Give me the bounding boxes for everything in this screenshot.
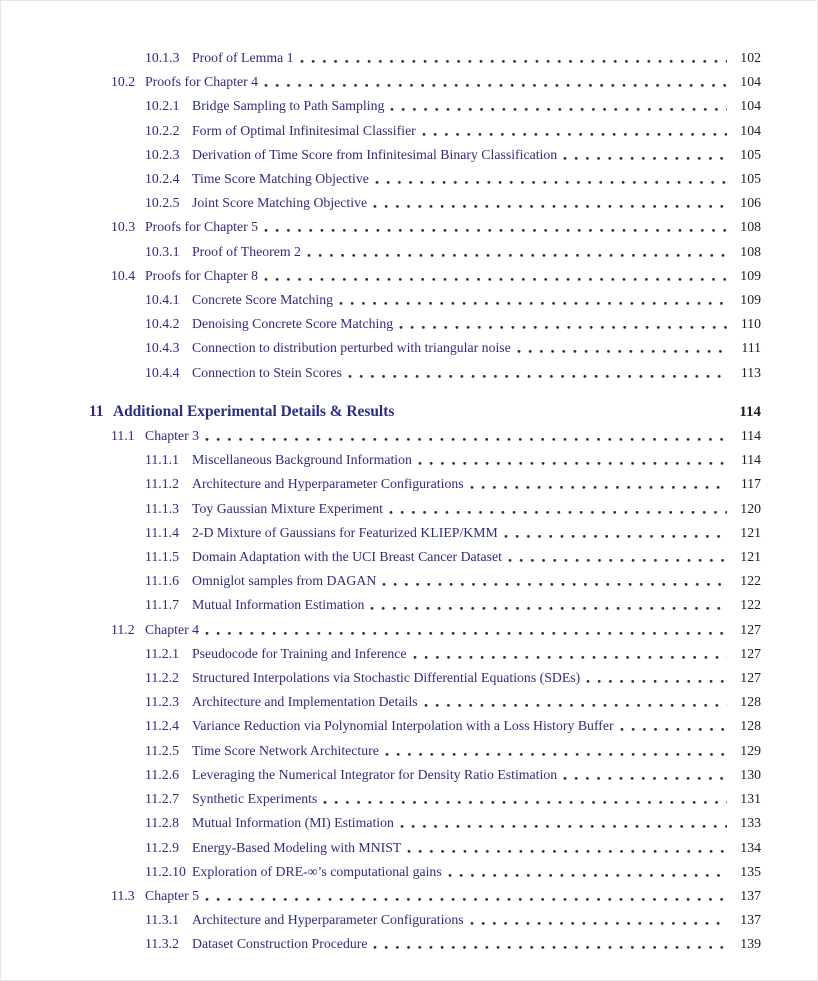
toc-entry-page: 121 — [740, 524, 761, 540]
toc-entry-page: 105 — [740, 146, 761, 162]
toc-entry-title: Proof of Theorem 2 — [192, 243, 301, 259]
dot-leader — [421, 690, 727, 714]
toc-entry-10.4.2[interactable] — [145, 312, 761, 336]
toc-entry-10.4.1[interactable] — [145, 288, 761, 312]
toc-entry-title: Toy Gaussian Mixture Experiment — [192, 500, 384, 516]
toc-entry-number: 10.3 — [111, 219, 136, 235]
toc-entry-11.2.2[interactable] — [145, 666, 761, 690]
toc-entry-number: 10.2.3 — [145, 146, 180, 162]
toc — [1, 46, 761, 957]
toc-entry-title: Architecture and Hyperparameter Configurations — [192, 476, 464, 492]
toc-entry-number: 11.2.1 — [145, 645, 179, 661]
toc-entry-page: 110 — [740, 316, 761, 332]
toc-entry-11.3.2[interactable] — [145, 932, 761, 956]
toc-entry-number: 11.1.6 — [145, 573, 179, 589]
toc-entry-number: 10.2.1 — [145, 98, 180, 114]
toc-entry-number: 11.1.1 — [145, 452, 179, 468]
toc-entry-number: 11.2.10 — [145, 863, 186, 879]
toc-entry-number: 11.1.5 — [145, 549, 179, 565]
dot-leader — [445, 860, 727, 884]
toc-entry-11.2[interactable] — [111, 618, 761, 642]
toc-entry-11.1.4[interactable] — [145, 521, 761, 545]
toc-entry-number: 11.2.4 — [145, 718, 179, 734]
toc-entry-11.1[interactable] — [111, 424, 761, 448]
toc-entry-number: 10.4 — [111, 267, 136, 283]
dot-leader — [415, 448, 727, 472]
toc-entry-11.1.3[interactable] — [145, 497, 761, 521]
toc-entry-number: 11 — [89, 402, 104, 420]
toc-entry-title: Joint Score Matching Objective — [192, 195, 368, 211]
toc-entry-page: 102 — [740, 50, 761, 65]
toc-entry-title: Chapter 3 — [145, 428, 200, 444]
toc-entry-number: 10.4.2 — [145, 316, 180, 332]
dot-leader — [397, 400, 727, 424]
toc-entry-page: 133 — [740, 815, 761, 831]
toc-entry-number: 10.2.5 — [145, 195, 180, 211]
dot-leader — [583, 666, 727, 690]
toc-entry-title: Synthetic Experiments — [192, 791, 318, 807]
dot-leader — [617, 714, 727, 738]
toc-entry-title: Dataset Construction Procedure — [192, 936, 368, 952]
toc-entry-number: 11.1.2 — [145, 476, 179, 492]
toc-entry-title: Form of Optimal Infinitesimal Classifier — [192, 122, 416, 138]
dot-leader — [560, 143, 727, 167]
toc-entry-title: Domain Adaptation with the UCI Breast Cancer Dataset — [192, 549, 502, 565]
toc-entry-11.1.7[interactable] — [145, 593, 761, 617]
toc-entry-11.1.6[interactable] — [145, 569, 761, 593]
toc-entry-page: 131 — [740, 791, 761, 807]
toc-entry-title: Pseudocode for Training and Inference — [192, 645, 407, 661]
toc-entry-title: Mutual Information Estimation — [192, 597, 365, 613]
toc-entry-page: 104 — [740, 98, 761, 114]
toc-entry-page: 109 — [740, 267, 761, 283]
toc-entry-number: 10.4.1 — [145, 292, 180, 308]
toc-entry-number: 11.2 — [111, 621, 135, 637]
dot-leader — [261, 215, 727, 239]
toc-entry-title: Variance Reduction via Polynomial Interpolation with a Loss History Buffer — [192, 718, 614, 734]
toc-entry-10.2.5[interactable] — [145, 191, 761, 215]
toc-entry-page: 121 — [740, 549, 761, 565]
toc-entry-11.2.7[interactable] — [145, 787, 761, 811]
toc-entry-number: 10.4.4 — [145, 364, 180, 380]
toc-entry-number: 11.1.3 — [145, 500, 179, 516]
toc-entry-page: 128 — [740, 718, 761, 734]
toc-entry-page: 111 — [741, 340, 761, 356]
toc-entry-number: 11.2.7 — [145, 791, 179, 807]
toc-entry-title: Connection to Stein Scores — [192, 364, 342, 380]
dot-leader — [336, 288, 727, 312]
toc-entry-title: Proof of Lemma 1 — [192, 50, 294, 65]
dot-leader — [304, 240, 727, 264]
dot-leader — [397, 811, 727, 835]
toc-entry-page: 129 — [740, 742, 761, 758]
dot-leader — [387, 94, 727, 118]
dot-leader — [404, 836, 727, 860]
toc-entry-title: Proofs for Chapter 4 — [145, 74, 259, 90]
dot-leader — [410, 642, 727, 666]
toc-entry-number: 11.1 — [111, 428, 135, 444]
toc-entry-title: Energy-Based Modeling with MNIST — [192, 839, 402, 855]
dot-leader — [419, 119, 727, 143]
toc-entry-page: 104 — [740, 74, 761, 90]
dot-leader — [372, 167, 727, 191]
toc-entry-number: 11.2.6 — [145, 766, 179, 782]
toc-entry-page: 137 — [740, 887, 761, 903]
toc-entry-10.3.1[interactable] — [145, 240, 761, 264]
dot-leader — [261, 70, 727, 94]
toc-entry-10.3[interactable] — [111, 215, 761, 239]
toc-entry-title: Leveraging the Numerical Integrator for Density Ratio Estimation — [192, 766, 558, 782]
toc-entry-10.4.4[interactable] — [145, 361, 761, 385]
dot-leader — [367, 593, 727, 617]
toc-entry-page: 128 — [740, 694, 761, 710]
toc-entry-10.2.1[interactable] — [145, 94, 761, 118]
toc-entry-number: 10.3.1 — [145, 243, 180, 259]
toc-entry-title: Chapter 5 — [145, 887, 200, 903]
toc-entry-page: 117 — [740, 476, 761, 492]
toc-entry-11.1.1[interactable] — [145, 448, 761, 472]
toc-entry-10.2.4[interactable] — [145, 167, 761, 191]
toc-entry-number: 11.2.9 — [145, 839, 179, 855]
toc-entry-11.2.4[interactable] — [145, 714, 761, 738]
toc-entry-title: Additional Experimental Details & Results — [113, 402, 395, 420]
toc-entry-number: 11.3.1 — [145, 912, 179, 928]
toc-entry-number: 10.1.3 — [145, 50, 180, 65]
toc-entry-11.2.10[interactable] — [145, 860, 761, 884]
toc-entry-page: 134 — [740, 839, 761, 855]
toc-entry-title: Chapter 4 — [145, 621, 200, 637]
toc-entry-number: 10.4.3 — [145, 340, 180, 356]
toc-entry-title: Omniglot samples from DAGAN — [192, 573, 377, 589]
toc-entry-11.2.9[interactable] — [145, 836, 761, 860]
dot-leader — [467, 908, 727, 932]
dot-leader — [379, 569, 727, 593]
toc-entry-page: 109 — [740, 292, 761, 308]
dot-leader — [370, 191, 727, 215]
toc-entry-page: 108 — [740, 243, 761, 259]
toc-entry-title: Proofs for Chapter 8 — [145, 267, 259, 283]
dot-leader — [370, 932, 727, 956]
toc-entry-title: Proofs for Chapter 5 — [145, 219, 259, 235]
dot-leader — [261, 264, 727, 288]
toc-entry-page: 127 — [740, 621, 761, 637]
dot-leader — [345, 361, 727, 385]
toc-entry-number: 10.2.4 — [145, 171, 180, 187]
dot-leader — [297, 46, 727, 70]
toc-entry-number: 11.2.2 — [145, 670, 179, 686]
toc-entry-11.3.1[interactable] — [145, 908, 761, 932]
dot-leader — [382, 739, 727, 763]
toc-entry-11.2.3[interactable] — [145, 690, 761, 714]
dot-leader — [514, 336, 727, 360]
toc-entry-page: 106 — [740, 195, 761, 211]
toc-entry-title: 2-D Mixture of Gaussians for Featurized KLIEP/KMM — [192, 524, 498, 540]
toc-entry-page: 127 — [740, 645, 761, 661]
toc-entry-number: 11.1.4 — [145, 524, 179, 540]
toc-entry-title: Bridge Sampling to Path Sampling — [192, 98, 385, 114]
dot-leader — [560, 763, 727, 787]
toc-entry-page: 127 — [740, 670, 761, 686]
toc-entry-title: Derivation of Time Score from Infinitesimal Binary Classification — [192, 146, 558, 162]
dot-leader — [202, 618, 727, 642]
toc-entry-title: Architecture and Hyperparameter Configurations — [192, 912, 464, 928]
toc-entry-number: 10.2.2 — [145, 122, 180, 138]
toc-entry-number: 11.2.8 — [145, 815, 179, 831]
toc-entry-10.4[interactable] — [111, 264, 761, 288]
toc-entry-title: Connection to distribution perturbed with triangular noise — [192, 340, 511, 356]
toc-entry-page: 135 — [740, 863, 761, 879]
dot-leader — [501, 521, 727, 545]
toc-entry-page: 104 — [740, 122, 761, 138]
toc-entry-title: Miscellaneous Background Information — [192, 452, 412, 468]
toc-entry-11.2.8[interactable] — [145, 811, 761, 835]
toc-entry-page: 120 — [740, 500, 761, 516]
toc-entry-page: 113 — [740, 364, 761, 380]
toc-entry-page: 137 — [740, 912, 761, 928]
toc-entry-title: Structured Interpolations via Stochastic Differential Equations (SDEs) — [192, 670, 581, 686]
toc-entry-11.2.1[interactable] — [145, 642, 761, 666]
toc-entry-page: 105 — [740, 171, 761, 187]
toc-entry-number: 11.2.3 — [145, 694, 179, 710]
toc-entry-page: 114 — [740, 452, 761, 468]
dot-leader — [202, 424, 727, 448]
toc-entry-page: 114 — [740, 428, 761, 444]
toc-entry-number: 11.2.5 — [145, 742, 179, 758]
toc-entry-11.2.6[interactable] — [145, 763, 761, 787]
toc-entry-page: 122 — [740, 597, 761, 613]
toc-entry-page: 139 — [740, 936, 761, 952]
toc-entry-title: Denoising Concrete Score Matching — [192, 316, 394, 332]
toc-entry-11.1.2[interactable] — [145, 472, 761, 496]
toc-entry-number: 11.3.2 — [145, 936, 179, 952]
toc-entry-10.4.3[interactable] — [145, 336, 761, 360]
toc-entry-10.2.3[interactable] — [145, 143, 761, 167]
dot-leader — [320, 787, 727, 811]
toc-entry-page: 122 — [740, 573, 761, 589]
toc-entry-number: 11.3 — [111, 887, 135, 903]
toc-entry-10.2.2[interactable] — [145, 119, 761, 143]
toc-entry-10.2[interactable] — [111, 70, 761, 94]
toc-entry-title: Time Score Network Architecture — [192, 742, 379, 758]
toc-entry-title: Exploration of DRE-∞’s computational gains — [192, 863, 442, 879]
toc-entry-page: 114 — [739, 403, 761, 420]
dot-leader — [386, 497, 727, 521]
toc-entry-page: 130 — [740, 766, 761, 782]
toc-entry-title: Mutual Information (MI) Estimation — [192, 815, 394, 831]
toc-entry-11.2.5[interactable] — [145, 739, 761, 763]
dot-leader — [505, 545, 727, 569]
dot-leader — [467, 472, 727, 496]
toc-entry-11.1.5[interactable] — [145, 545, 761, 569]
toc-entry-page: 108 — [740, 219, 761, 235]
toc-entry-number: 10.2 — [111, 74, 136, 90]
toc-entry-10.1.3[interactable] — [145, 46, 761, 70]
toc-entry-title: Concrete Score Matching — [192, 292, 333, 308]
toc-entry-title: Time Score Matching Objective — [192, 171, 369, 187]
toc-entry-11.3[interactable] — [111, 884, 761, 908]
toc-entry-11[interactable] — [89, 400, 761, 424]
toc-entry-title: Architecture and Implementation Details — [192, 694, 418, 710]
toc-entry-number: 11.1.7 — [145, 597, 179, 613]
dot-leader — [202, 884, 727, 908]
dot-leader — [396, 312, 727, 336]
